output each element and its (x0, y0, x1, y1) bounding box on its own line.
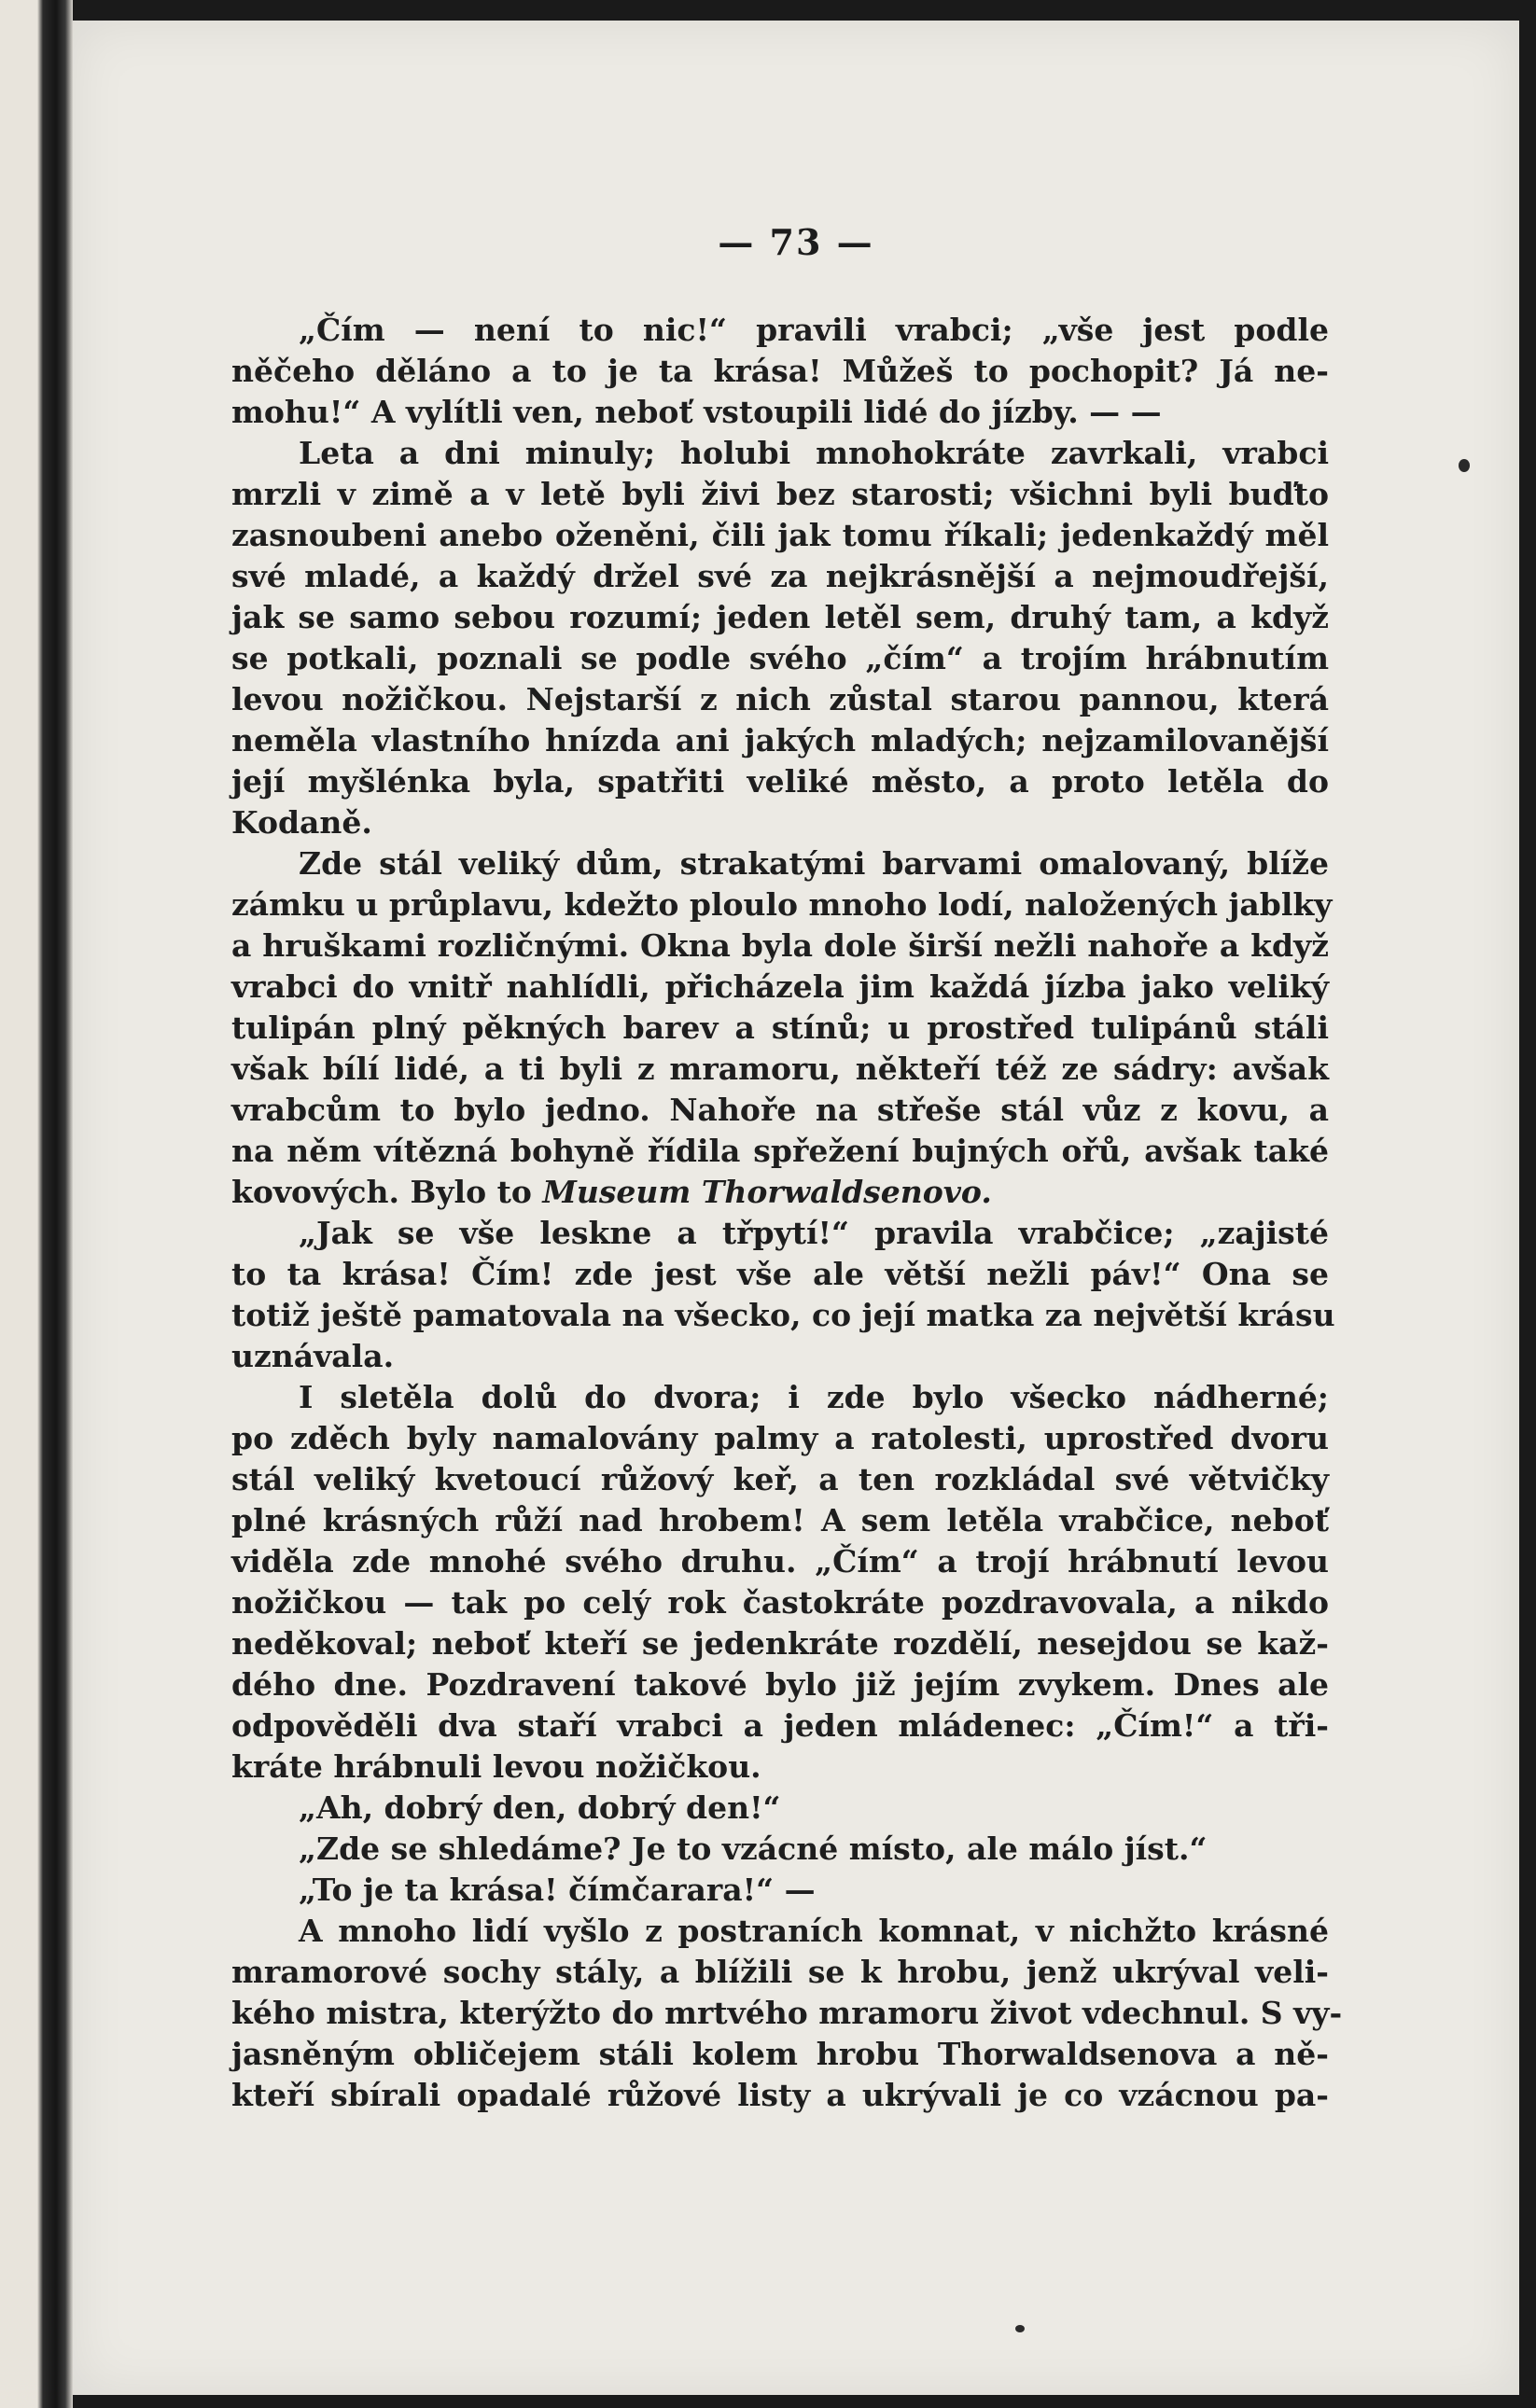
text-line-content: neměla vlastního hnízda ani jakých mladých; nejzamilovanější (231, 722, 1329, 759)
text-line-content: mramorové sochy stály, a blížili se k hrobu, jenž ukrýval veli- (231, 1954, 1329, 1990)
text-line-content: levou nožičkou. Nejstarší z nich zůstal starou pannou, která (231, 681, 1329, 717)
text-line (231, 1254, 1329, 1295)
text-line-content: jak se samo sebou rozumí; jeden letěl sem, druhý tam, a když (231, 599, 1329, 635)
text-line-content: však bílí lidé, a ti byli z mramoru, někteří též ze sádry: avšak (231, 1051, 1329, 1087)
text-line-content: něčeho děláno a to je ta krása! Můžeš to pochopit? Já ne- (231, 353, 1329, 389)
text-line (231, 1295, 1335, 1336)
text-line (231, 2075, 1329, 2116)
text-line-content: kého mistra, kterýžto do mrtvého mramoru život vdechnul. S vy- (231, 1995, 1343, 2031)
text-line-content: kteří sbírali opadalé růžové listy a ukrývali je co vzácnou pa- (231, 2077, 1329, 2113)
text-line (231, 474, 1329, 515)
text-line (231, 1623, 1329, 1664)
text-line (231, 1664, 1329, 1705)
text-line (231, 802, 1329, 843)
text-line-content: neděkoval; neboť kteří se jedenkráte rozdělí, nesejdou se kaž- (231, 1625, 1329, 1662)
text-line-content: vrabci do vnitř nahlídli, přicházela jim každá jízba jako veliký (231, 968, 1329, 1005)
text-line-content: zámku u průplavu, kdežto ploulo mnoho lodí, naložených jablky (231, 886, 1333, 923)
ink-speck (1459, 459, 1470, 472)
book-page (73, 21, 1519, 2395)
text-line-content: tulipán plný pěkných barev a stínů; u prostřed tulipánů stáli (231, 1009, 1329, 1046)
text-line (231, 1459, 1329, 1500)
text-line (231, 761, 1329, 802)
italic-title: Museum Thorwaldsenovo. (542, 1174, 992, 1210)
text-line (231, 967, 1329, 1008)
text-line-content: viděla zde mnohé svého druhu. „Čím“ a trojí hrábnutí levou (231, 1543, 1329, 1580)
text-line-content: stál veliký kvetoucí růžový keř, a ten rozkládal své větvičky (231, 1461, 1329, 1497)
text-line-content: odpověděli dva staří vrabci a jeden mládenec: „Čím!“ a tři- (231, 1707, 1329, 1744)
text-line-content: a hruškami rozličnými. Okna byla dole širší nežli nahoře a když (231, 927, 1329, 964)
text-line-content: „To je ta krása! čímčarara!“ — (299, 1872, 816, 1908)
text-line-content: mrzli v zimě a v letě byli živi bez starosti; všichni byli buďto (231, 476, 1329, 512)
text-line (231, 556, 1329, 597)
text-line (231, 884, 1333, 926)
text-line-content: zasnoubeni anebo oženěni, čili jak tomu říkali; jedenkaždý měl (231, 517, 1329, 553)
text-line-content: „Jak se vše leskne a třpytí!“ pravila vrabčice; „zajisté (299, 1215, 1329, 1251)
text-line-content: Leta a dni minuly; holubi mnohokráte zavrkali, vrabci (299, 435, 1329, 471)
text-line-content: své mladé, a každý držel své za nejkrásnější a nejmoudřejší, (231, 558, 1329, 594)
text-line (231, 433, 1329, 474)
text-line (231, 1049, 1329, 1090)
text-line-content: dého dne. Pozdravení takové bylo již jejím zvykem. Dnes ale (231, 1666, 1329, 1703)
text-line-content: I sletěla dolů do dvora; i zde bylo všecko nádherné; (299, 1379, 1329, 1415)
text-line-content: nožičkou — tak po celý rok častokráte pozdravovala, a nikdo (231, 1584, 1329, 1621)
text-line (231, 1131, 1329, 1172)
text-line-content: to ta krása! Čím! zde jest vše ale větší nežli páv!“ Ona se (231, 1256, 1329, 1292)
text-line (231, 1788, 1329, 1829)
text-line (231, 679, 1329, 720)
text-line-content: na něm vítězná bohyně řídila spřežení bujných ořů, avšak také (231, 1133, 1329, 1169)
text-line (231, 1213, 1329, 1254)
text-line-content: vrabcům to bylo jedno. Nahoře na střeše stál vůz z kovu, a (231, 1092, 1329, 1128)
text-line (231, 1541, 1329, 1582)
text-line-content: Kodaně. (231, 804, 372, 841)
text-line (231, 1911, 1329, 1952)
text-line (231, 1993, 1343, 2034)
text-line (231, 926, 1329, 967)
text-line (231, 638, 1329, 679)
text-line (231, 1336, 1329, 1377)
text-line-content: „Ah, dobrý den, dobrý den!“ (299, 1789, 781, 1826)
text-line-content: se potkali, poznali se podle svého „čím“ a trojím hrábnutím (231, 640, 1329, 676)
text-line (231, 515, 1329, 556)
text-line-content: jasněným obličejem stáli kolem hrobu Thorwaldsenova a ně- (231, 2036, 1329, 2072)
text-line (231, 351, 1329, 392)
text-line-content: plné krásných růží nad hrobem! A sem letěla vrabčice, neboť (231, 1502, 1329, 1538)
text-line-content: mohu!“ A vylítli ven, neboť vstoupili lidé do jízby. — — (231, 394, 1162, 430)
text-line (231, 310, 1329, 351)
text-line-content: totiž ještě pamatovala na všecko, co její matka za největší krásu (231, 1297, 1335, 1333)
book-spine-edge (0, 0, 73, 2408)
text-line-content: uznávala. (231, 1338, 395, 1374)
text-line-content: Zde stál veliký dům, strakatými barvami omalovaný, blíže (299, 845, 1329, 882)
text-line (231, 1172, 1329, 1213)
text-line (231, 392, 1329, 433)
text-line (231, 1418, 1329, 1459)
text-line (231, 1008, 1329, 1049)
text-line-content: A mnoho lidí vyšlo z postraních komnat, v nichžto krásné (299, 1913, 1329, 1949)
text-line-content: „Zde se shledáme? Je to vzácné místo, ale málo jíst.“ (299, 1830, 1208, 1867)
text-line (231, 1090, 1329, 1131)
text-line-content: po zděch byly namalovány palmy a ratolesti, uprostřed dvoru (231, 1420, 1329, 1456)
text-line (231, 2034, 1329, 2075)
text-line-content: kovových. Bylo to (231, 1174, 543, 1210)
text-line (231, 1377, 1329, 1418)
text-line (231, 1870, 1329, 1911)
text-line (231, 720, 1329, 761)
text-line (231, 597, 1329, 638)
text-line (231, 1500, 1329, 1541)
text-line (231, 1952, 1329, 1993)
ink-speck (1015, 2325, 1025, 2332)
body-text (231, 310, 1343, 2116)
text-line (231, 1829, 1329, 1870)
text-line (231, 1747, 1329, 1788)
text-line-content: kráte hrábnuli levou nožičkou. (231, 1748, 761, 1785)
text-line-content: její myšlénka byla, spatřiti veliké město, a proto letěla do (231, 763, 1329, 800)
text-line (231, 843, 1329, 884)
text-line (231, 1582, 1329, 1623)
text-line-content: „Čím — není to nic!“ pravili vrabci; „vše jest podle (299, 312, 1329, 348)
page-number: — 73 — (718, 221, 874, 263)
text-line (231, 1705, 1329, 1747)
